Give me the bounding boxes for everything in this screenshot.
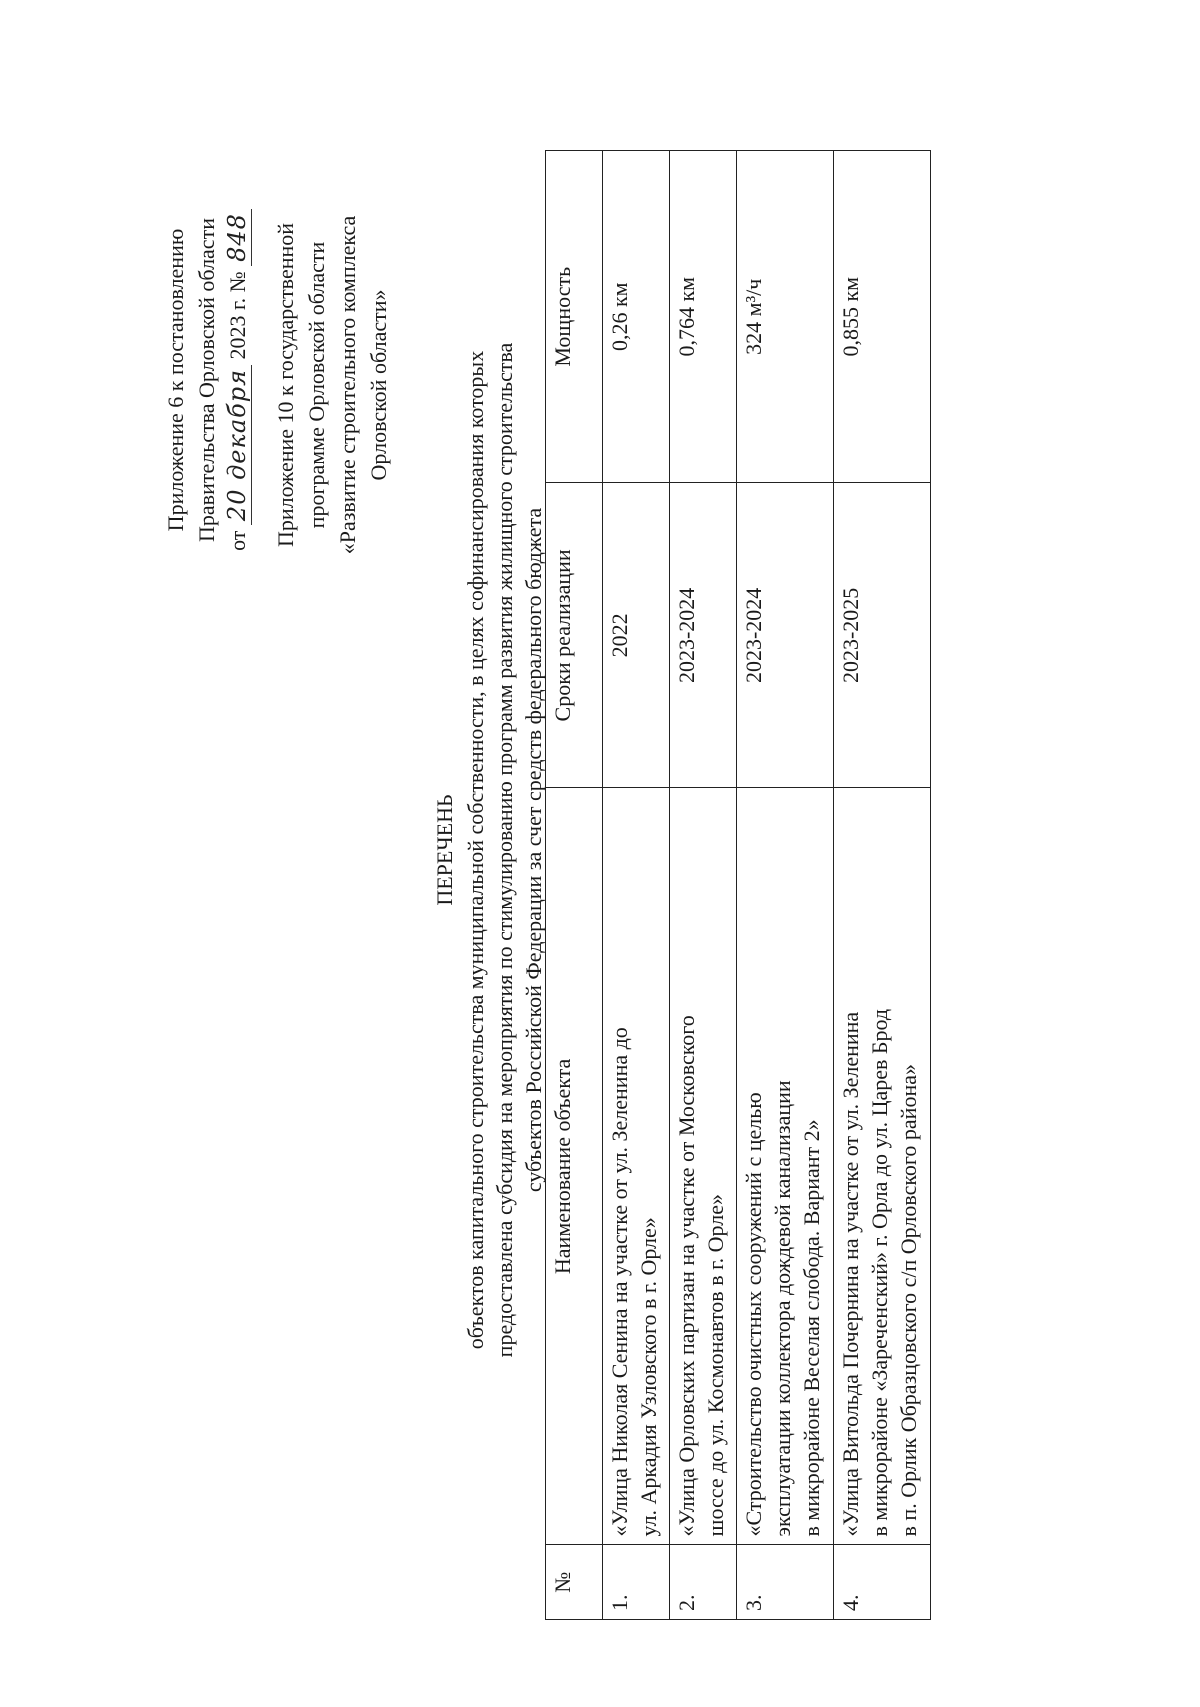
handwritten-date: 20 декабря (223, 365, 252, 525)
handwritten-number: 848 (223, 209, 252, 266)
row-term: 2022 (603, 483, 670, 788)
row-term: 2023-2024 (737, 483, 834, 788)
table-row (670, 151, 737, 1620)
row-power: 324 м³/ч (737, 151, 834, 483)
row-power: 0,855 км (834, 151, 931, 483)
date-prefix: от (225, 530, 250, 551)
row-name-line: в микрорайоне Веселая слобода. Вариант 2» (799, 1119, 824, 1537)
header-num: № (546, 1545, 603, 1620)
program-reference-block (270, 170, 394, 600)
table-row (603, 151, 670, 1620)
approval-stamp-block (160, 120, 253, 640)
document-title: ПЕРЕЧЕНЬ (432, 794, 457, 906)
header-term: Сроки реализации (546, 483, 603, 788)
title-line-2: предоставлена субсидия на мероприятия по стимулированию программ развития жилищного строительства (492, 342, 517, 1358)
row-name-line: эксплуатации коллектора дождевой канализации (770, 1080, 795, 1537)
row-name-line: «Улица Орловских партизан на участке от Московского (674, 1015, 699, 1537)
date-year: 2023 г. № (225, 271, 250, 360)
approval-line-2: Правительства Орловской области (194, 218, 219, 542)
objects-table (545, 150, 931, 1620)
row-name-line: «Улица Витольда Почернина на участке от ул. Зеленина (838, 1011, 863, 1537)
row-name-line: «Улица Николая Сенина на участке от ул. Зеленина до (607, 1027, 632, 1537)
program-line-1: Приложение 10 к государственной (273, 222, 298, 548)
row-term: 2023-2024 (670, 483, 737, 788)
approval-date-line (222, 120, 253, 640)
program-line-2: программе Орловской области (304, 241, 329, 529)
title-line-3: субъектов Российской Федерации за счет средств федерального бюджета (521, 507, 546, 1193)
row-name-line: в микрорайоне «Зареченский» г. Орла до ул. Царев Брод (867, 1008, 892, 1537)
row-name (737, 788, 834, 1545)
row-power: 0,764 км (670, 151, 737, 483)
table-row (834, 151, 931, 1620)
row-num: 4. (834, 1545, 931, 1620)
row-name-line: в п. Орлик Образцовского с/п Орловского района» (896, 1064, 921, 1537)
program-line-3: «Развитие строительного комплекса (335, 215, 360, 555)
row-term: 2023-2025 (834, 483, 931, 788)
row-num: 2. (670, 1545, 737, 1620)
header-power: Мощность (546, 151, 603, 483)
rotated-content (10, 40, 1190, 1680)
program-line-4: Орловской области» (366, 289, 391, 481)
table-row (737, 151, 834, 1620)
row-name (670, 788, 737, 1545)
row-num: 3. (737, 1545, 834, 1620)
document-title-block (430, 140, 548, 1560)
row-name (834, 788, 931, 1545)
title-line-1: объектов капитального строительства муниципальной собственности, в целях софинансирования которых (463, 350, 488, 1350)
row-name-line: ул. Аркадия Узловского в г. Орле» (636, 1217, 661, 1537)
row-power: 0,26 км (603, 151, 670, 483)
header-name: Наименование объекта (546, 788, 603, 1545)
approval-line-1: Приложение 6 к постановлению (163, 228, 188, 532)
row-name-line: шоссе до ул. Космонавтов в г. Орле» (703, 1194, 728, 1537)
row-name (603, 788, 670, 1545)
row-name-line: «Строительство очистных сооружений с целью (741, 1092, 766, 1537)
table-header-row (546, 151, 603, 1620)
row-num: 1. (603, 1545, 670, 1620)
